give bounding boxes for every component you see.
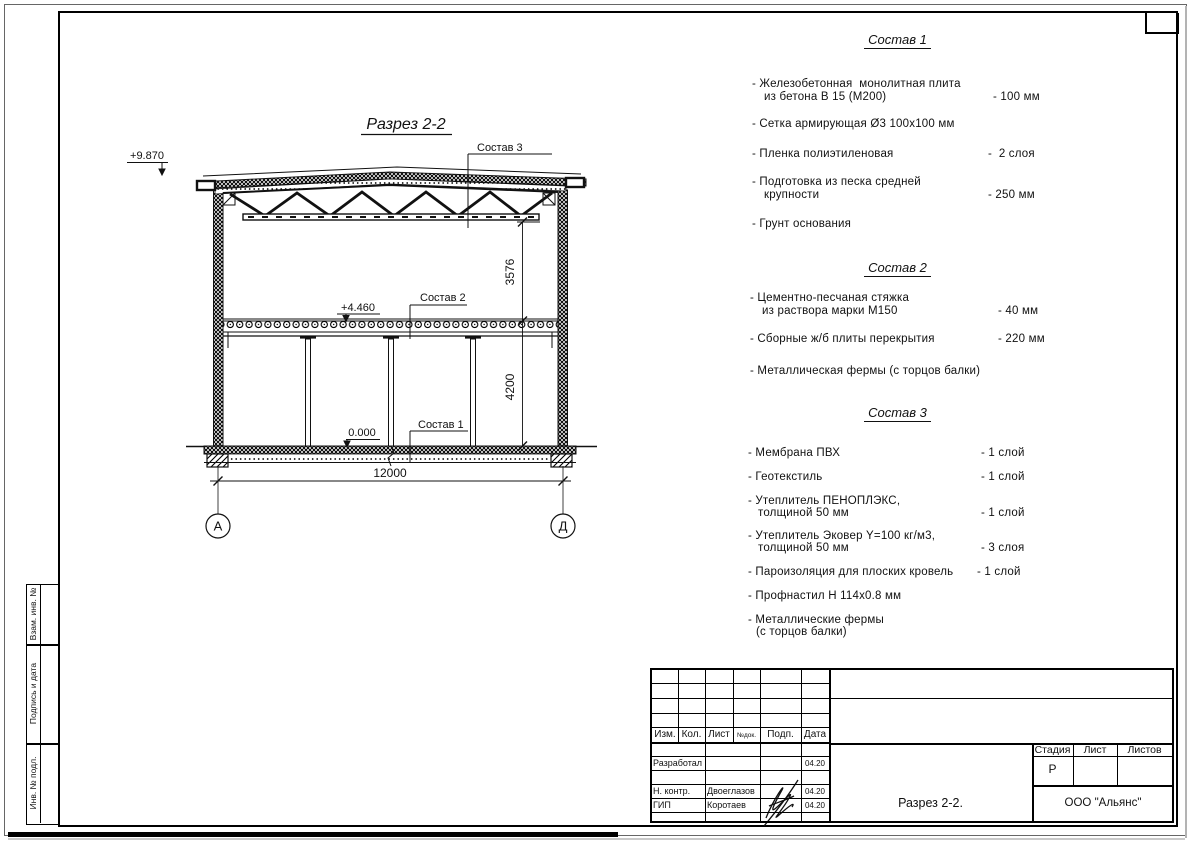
sheet-label: Лист: [1083, 744, 1107, 756]
row-date: 04.20: [804, 801, 826, 810]
row-name: Двоеглазов: [707, 786, 755, 796]
foundation-left: [207, 454, 228, 467]
roof-truss: [223, 185, 558, 220]
stage-label: Стадия: [1034, 744, 1071, 756]
list-item: - Утеплитель Эковер Y=100 кг/м3,: [748, 530, 936, 542]
list-item: из раствора марки М150: [762, 305, 898, 317]
list-item: толщиной 50 мм: [758, 507, 849, 519]
list-item: - Геотекстиль: [748, 471, 823, 483]
list-item: - Пароизоляция для плоских кровель: [748, 566, 954, 578]
col-podp: Подп.: [767, 729, 794, 740]
level-roof: +9.870: [130, 150, 164, 162]
list-item: - Грунт основания: [752, 218, 852, 230]
side-label-podpis: Подпись и дата: [28, 662, 38, 725]
list-1-title: Состав 1: [864, 32, 931, 49]
col-ndoc: №док.: [736, 732, 757, 739]
list-item-value: - 40 мм: [998, 305, 1039, 317]
dim-width: 12000: [373, 466, 407, 480]
list-item: толщиной 50 мм: [758, 542, 849, 554]
doc-title: Разрез 2-2.: [898, 796, 963, 810]
list-item: - Сборные ж/б плиты перекрытия: [750, 333, 935, 345]
side-label-vzam: Взам. инв. №: [28, 587, 38, 641]
list-item-value: - 1 слой: [977, 566, 1021, 578]
dim-upper: 3576: [503, 258, 517, 286]
list-item-value: - 1 слой: [981, 447, 1025, 459]
ground-slab: [186, 446, 597, 467]
list-item-value: - 2 слоя: [988, 148, 1035, 160]
list-item: из бетона В 15 (М200): [764, 91, 887, 103]
list-item-value: - 1 слой: [981, 471, 1025, 483]
list-item-value: - 220 мм: [998, 333, 1045, 345]
side-label-inv: Инв. № подл.: [28, 756, 38, 810]
axis-letter-left: А: [213, 518, 223, 534]
list-item-value: - 1 слой: [981, 507, 1025, 519]
list-item-value: - 100 мм: [993, 91, 1040, 103]
list-item-value: - 250 мм: [988, 189, 1035, 201]
truss-bracket-left: [223, 193, 235, 205]
row-date: 04.20: [804, 787, 826, 796]
leader-label-2: Состав 2: [420, 292, 466, 304]
list-item: - Утеплитель ПЕНОПЛЭКС,: [748, 495, 901, 507]
list-item: - Цементно-песчаная стяжка: [750, 292, 910, 304]
eaves-cap-right: [566, 178, 584, 187]
list-item: - Мембрана ПВХ: [748, 447, 841, 459]
row-role: ГИП: [653, 800, 671, 810]
level-floor: +4.460: [341, 302, 375, 314]
row-date: 04.20: [804, 759, 826, 768]
list-item: - Металлические фермы: [748, 614, 884, 626]
column-left: [214, 190, 224, 446]
row-role: Н. контр.: [653, 786, 691, 796]
list-3-title: Состав 3: [864, 405, 931, 422]
company-name: ООО "Альянс": [1064, 797, 1142, 809]
list-item: (с торцов балки): [756, 626, 847, 638]
sheets-label: Листов: [1127, 744, 1162, 756]
list-item: - Сетка армирующая Ø3 100х100 мм: [752, 118, 955, 130]
list-item: - Профнастил Н 114х0.8 мм: [748, 590, 902, 602]
col-list: Лист: [708, 729, 730, 740]
list-2-title: Состав 2: [864, 260, 931, 277]
stage-value: Р: [1048, 762, 1057, 776]
foundation-right: [551, 454, 572, 467]
list-item-value: - 3 слоя: [981, 542, 1025, 554]
drawing-title: Разрез 2-2: [366, 116, 446, 133]
col-izm: Изм.: [654, 729, 676, 740]
list-item: - Пленка полиэтиленовая: [752, 148, 894, 160]
axis-letter-right: Д: [558, 518, 568, 534]
leader-label-1: Состав 1: [418, 419, 464, 431]
eaves-cap-left: [197, 181, 215, 190]
list-item: - Металлическая фермы (с торцов балки): [750, 365, 981, 377]
level-zero: 0.000: [348, 427, 376, 439]
dim-lower: 4200: [503, 373, 517, 401]
row-name: Коротаев: [707, 800, 746, 810]
list-item: - Железобетонная монолитная плита: [752, 78, 961, 90]
list-item: крупности: [764, 189, 820, 201]
col-kol: Кол.: [681, 729, 702, 740]
list-item: - Подготовка из песка средней: [752, 176, 921, 188]
col-data: Дата: [803, 729, 827, 740]
row-role: Разработал: [653, 758, 702, 768]
leader-label-3: Состав 3: [477, 142, 523, 154]
column-right: [558, 190, 568, 446]
